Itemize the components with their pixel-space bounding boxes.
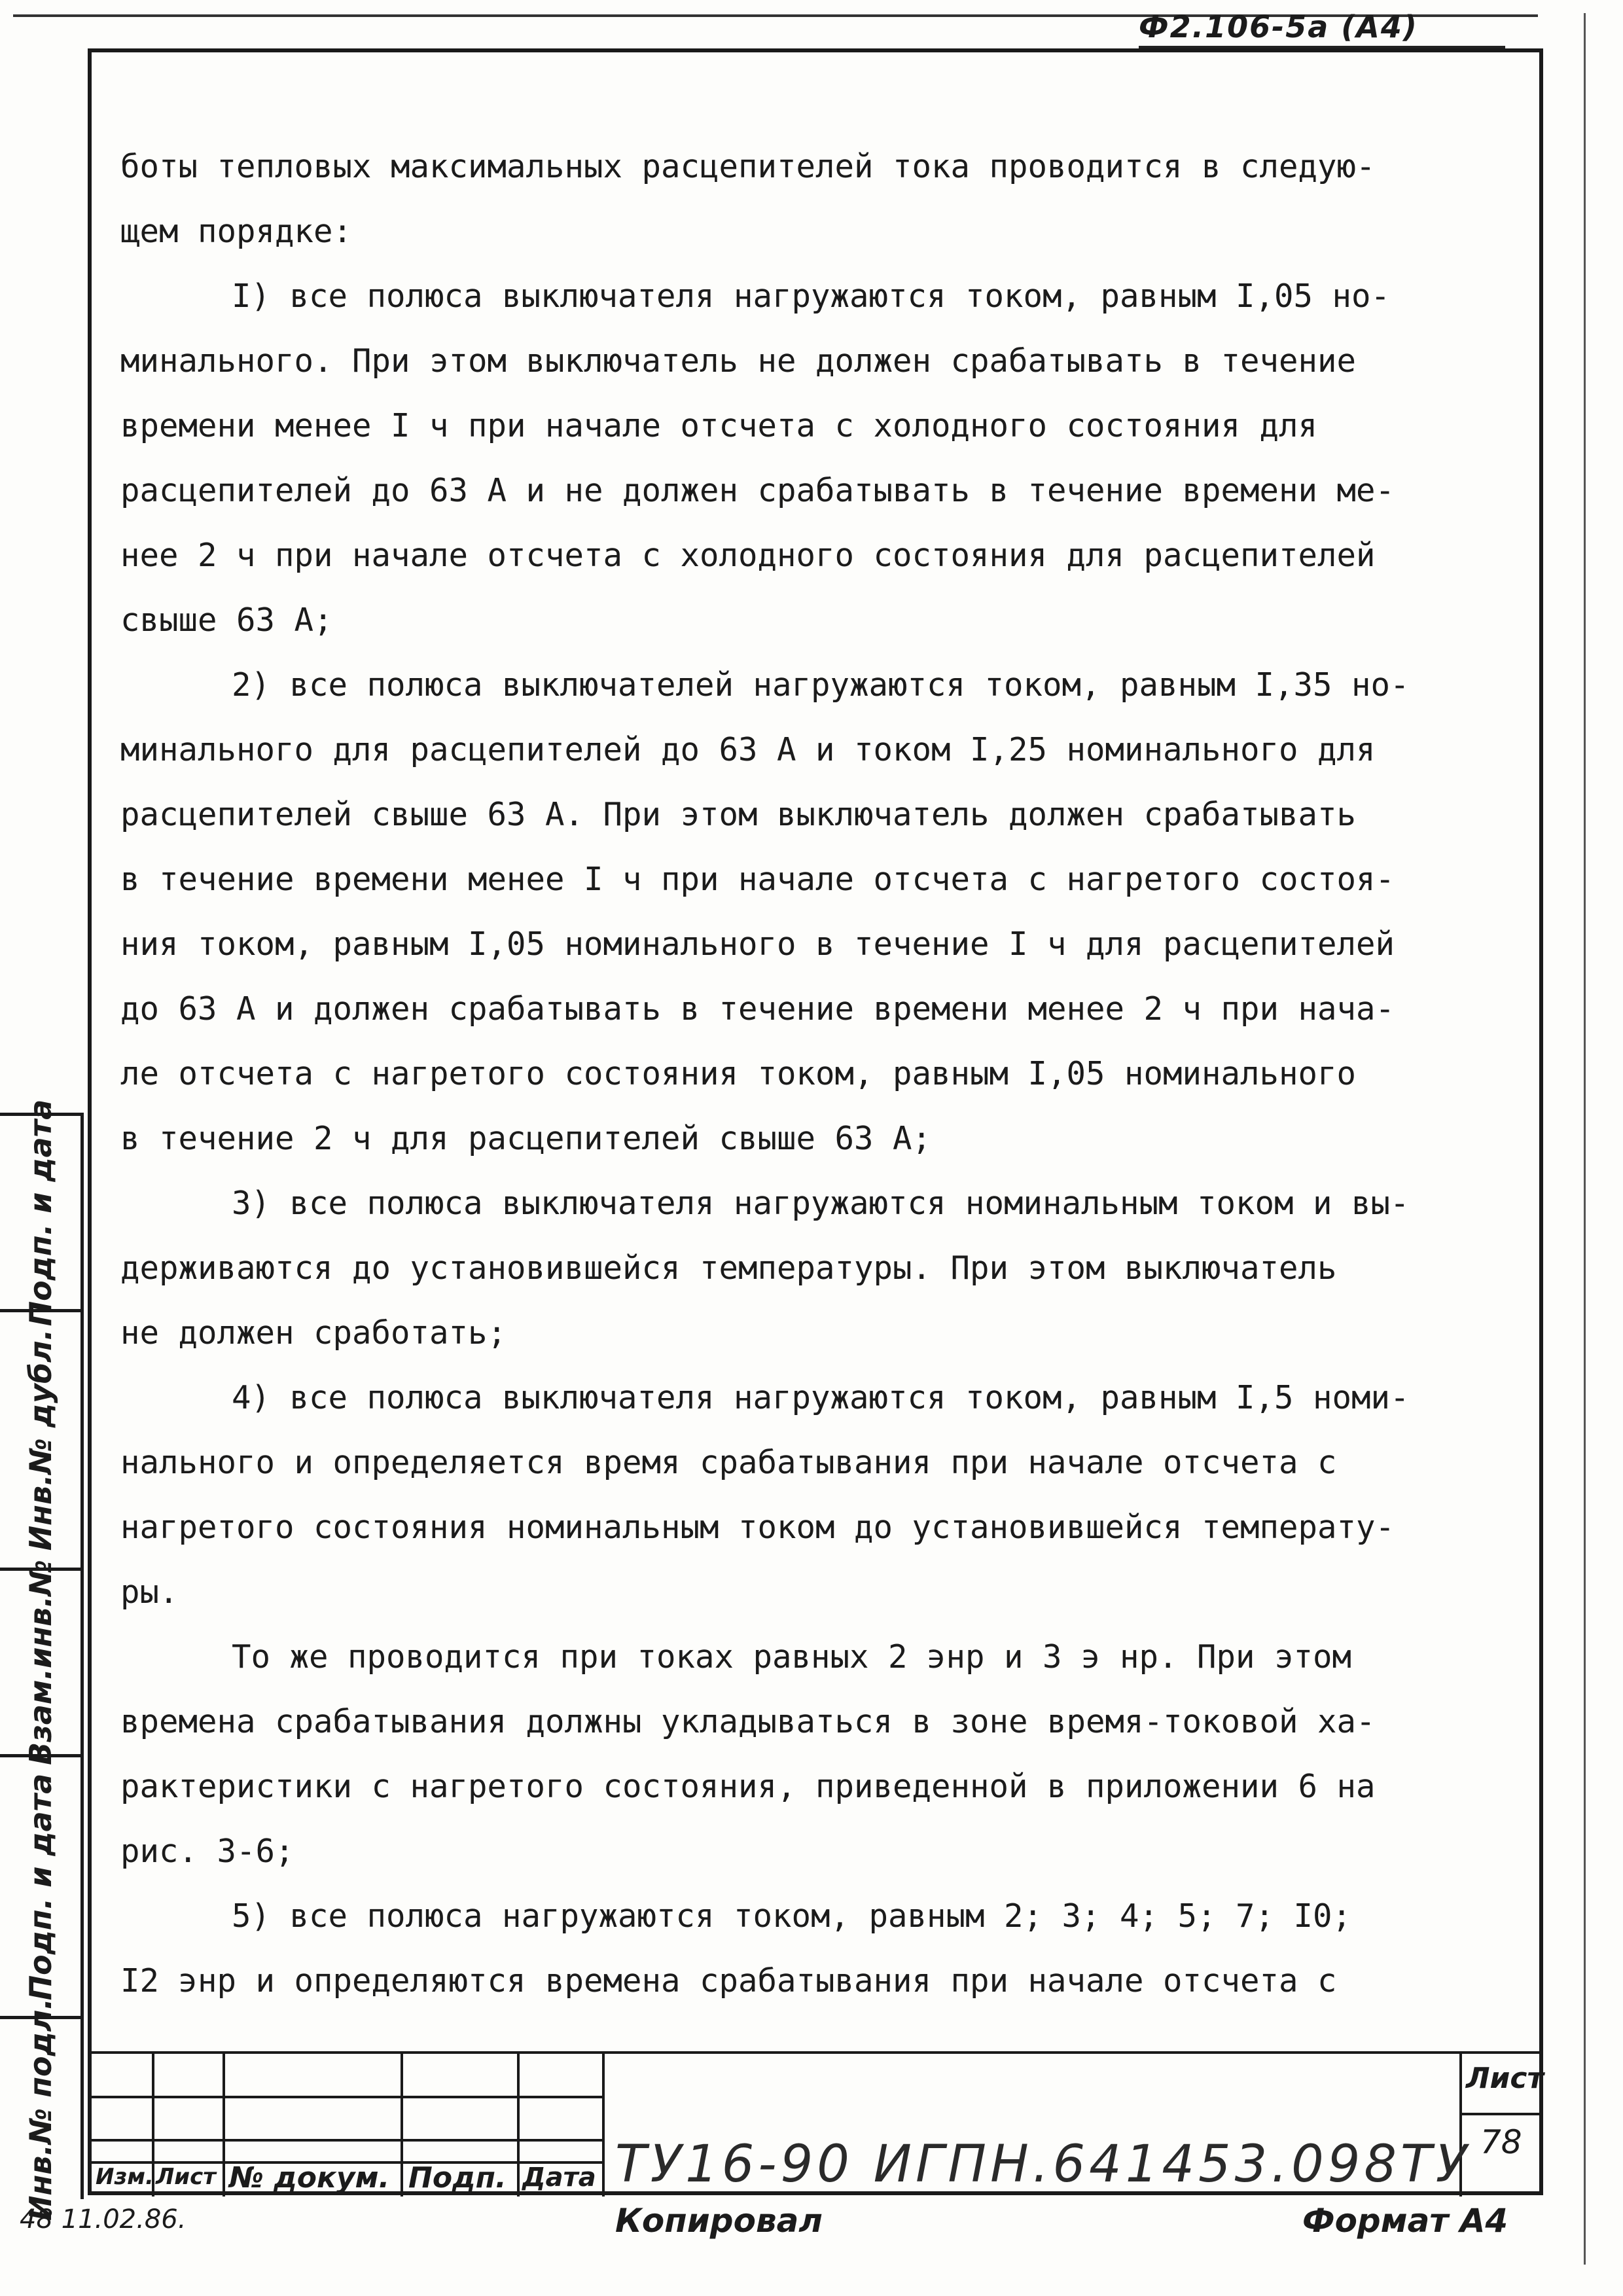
title-block-row-line bbox=[92, 2139, 602, 2142]
text-line: минального для расцепителей до 63 А и током I,25 номинального для bbox=[120, 731, 1376, 768]
sheet-number: 78 bbox=[1480, 2123, 1522, 2161]
margin-cell-sign-date-2 bbox=[0, 1754, 84, 2016]
text-line: То же проводится при токах равных 2 ϶нр и 3 ϶ нр. При этом bbox=[232, 1638, 1352, 1676]
text-line: минального. При этом выключатель не должен срабатывать в течение bbox=[120, 342, 1357, 380]
text-line: 3) все полюса выключателя нагружаются номинальным током и вы- bbox=[232, 1185, 1410, 1222]
col-change: Изм. bbox=[96, 2164, 154, 2190]
margin-cell-orig-inv bbox=[0, 1998, 84, 2221]
margin-label: Инв.№ подл. bbox=[22, 1998, 58, 2221]
text-line: времени менее I ч при начале отсчета с холодного состояния для bbox=[120, 407, 1318, 444]
text-line: I) все полюса выключателя нагружаются током, равным I,05 но- bbox=[232, 278, 1391, 315]
col-date: Дата bbox=[522, 2162, 596, 2193]
title-block-row-line bbox=[92, 2096, 602, 2098]
text-line: ния током, равным I,05 номинального в течение I ч для расцепителей bbox=[120, 925, 1395, 963]
col-sheet: Лист bbox=[156, 2164, 216, 2190]
copied-by: Копировал bbox=[615, 2202, 823, 2240]
page-edge-line bbox=[1584, 13, 1586, 2265]
title-block-top-line bbox=[92, 2051, 1539, 2054]
text-line: рактеристики с нагретого состояния, приведенной в приложении 6 на bbox=[120, 1768, 1376, 1805]
text-line: ры. bbox=[120, 1573, 179, 1611]
title-block-col-line bbox=[602, 2051, 605, 2197]
document-body bbox=[120, 134, 1482, 2013]
text-line: щем порядке: bbox=[120, 213, 353, 250]
text-line: в течение времени менее I ч при начале отсчета с нагретого состоя- bbox=[120, 861, 1395, 898]
text-line: расцепителей до 63 А и не должен срабатывать в течение времени ме- bbox=[120, 472, 1395, 509]
margin-cell-replace-inv bbox=[0, 1560, 84, 1765]
col-doc-number: № докум. bbox=[229, 2161, 390, 2195]
text-line: нагретого состояния номинальным током до установившейся температу- bbox=[120, 1509, 1395, 1546]
margin-cell-dup-inv bbox=[0, 1309, 84, 1568]
document-designation: ТУ16-90 ИГПН.641453.098ТУ bbox=[615, 2135, 1471, 2194]
sheet-cell-line bbox=[1459, 2113, 1541, 2115]
text-line: держиваются до установившейся температуры. При этом выключатель bbox=[120, 1249, 1337, 1287]
sheet-label: Лист bbox=[1466, 2062, 1544, 2095]
title-block-col-line bbox=[401, 2051, 403, 2197]
text-line: нее 2 ч при начале отсчета с холодного состояния для расцепителей bbox=[120, 537, 1376, 574]
text-line: времена срабатывания должны укладываться в зоне время-токовой ха- bbox=[120, 1703, 1376, 1740]
text-line: расцепителей свыше 63 А. При этом выключатель должен срабатывать bbox=[120, 796, 1357, 833]
text-line: свыше 63 А; bbox=[120, 601, 333, 639]
text-line: в течение 2 ч для расцепителей свыше 63 А; bbox=[120, 1120, 932, 1157]
text-line: до 63 А и должен срабатывать в течение времени менее 2 ч при нача- bbox=[120, 990, 1395, 1028]
text-line: не должен сработать; bbox=[120, 1314, 507, 1352]
text-line: 4) все полюса выключателя нагружаются током, равным I,5 номи- bbox=[232, 1379, 1410, 1416]
text-line: боты тепловых максимальных расцепителей тока проводится в следую- bbox=[120, 148, 1376, 185]
margin-label: Подп. и дата bbox=[22, 1773, 58, 2000]
margin-label: Инв.№ дубл. bbox=[22, 1329, 58, 1551]
margin-label: Взам.инв.№ bbox=[22, 1560, 58, 1765]
margin-cell-sign-date-1 bbox=[0, 1099, 84, 1326]
inventory-note: 48 11.02.86. bbox=[20, 2204, 187, 2234]
col-signature: Подп. bbox=[408, 2161, 507, 2195]
title-block-col-line bbox=[223, 2051, 225, 2197]
margin-label: Подп. и дата bbox=[22, 1099, 58, 1326]
text-line: ле отсчета с нагретого состояния током, равным I,05 номинального bbox=[120, 1055, 1357, 1092]
text-line: рис. 3-6; bbox=[120, 1833, 294, 1870]
form-code: Ф2.106-5а (А4) bbox=[1139, 9, 1505, 48]
text-line: 2) все полюса выключателей нагружаются током, равным I,35 но- bbox=[232, 666, 1410, 704]
title-block-col-line bbox=[517, 2051, 520, 2197]
text-line: 5) все полюса нагружаются током, равным 2; 3; 4; 5; 7; I0; bbox=[232, 1897, 1352, 1935]
text-line: нального и определяется время срабатывания при начале отсчета с bbox=[120, 1444, 1337, 1481]
page-format: Формат А4 bbox=[1302, 2202, 1508, 2240]
text-line: I2 ϶нр и определяются времена срабатывания при начале отсчета с bbox=[120, 1962, 1337, 2000]
